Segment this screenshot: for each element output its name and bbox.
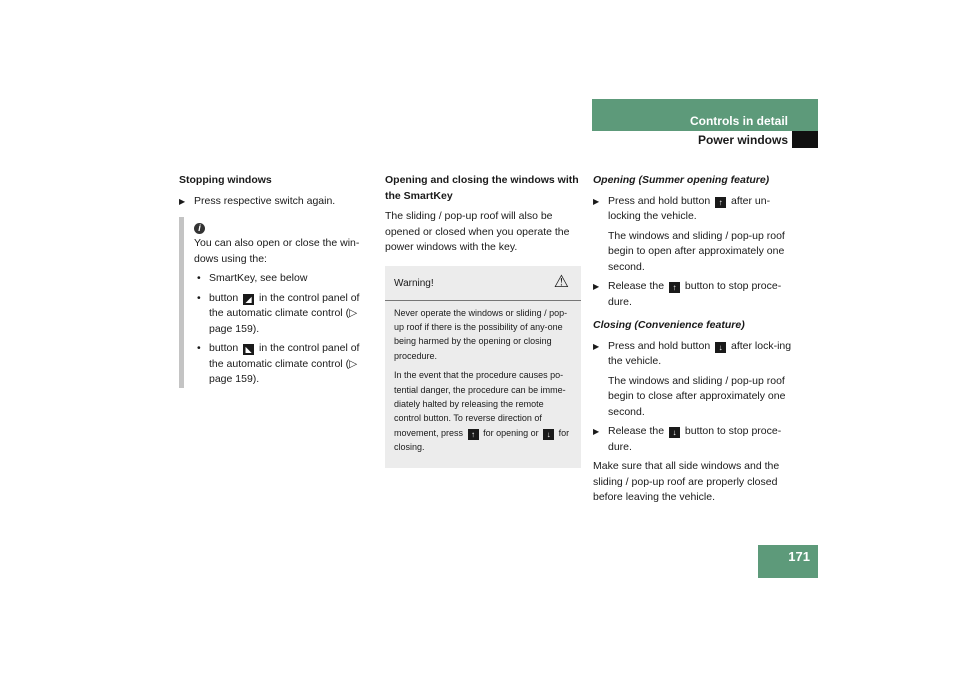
opening-heading: Opening (Summer opening feature) (593, 174, 770, 186)
section-header-bar (592, 99, 818, 131)
warning-triangle-icon: ⚠ (553, 271, 569, 291)
unlock-key-icon: ↑ (468, 429, 479, 440)
closing-step-1-detail: The windows and sliding / pop-up roof begin to close after approximately one second. (608, 374, 786, 418)
column-2 (385, 173, 581, 468)
info-box (179, 217, 375, 388)
info-bullet-smartkey: • SmartKey, see below (194, 271, 375, 287)
step-press-switch: ▶ Press respective switch again. (179, 194, 375, 210)
info-intro: You can also open or close the win-dows using the: (194, 237, 360, 265)
warning-box (385, 266, 581, 468)
climate-open-key-icon: ◢ (243, 294, 254, 305)
info-bullet-button-close: • button ◣ in the control panel of the automatic climate control (▷ page 159). (194, 341, 375, 388)
subsection-marker (792, 131, 818, 148)
unlock-key-icon: ↑ (715, 197, 726, 208)
warning-paragraph-1: Never operate the windows or sliding / pop-up roof if there is the possibility of any-one being harmed by the opening or closing procedure. (394, 307, 568, 361)
opening-step-2: ▶ Release the ↑ button to stop proce-dure. (593, 279, 793, 310)
page-reference: (▷ page 159). (209, 307, 358, 335)
closing-heading: Closing (Convenience feature) (593, 319, 745, 331)
lock-key-icon: ↓ (669, 427, 680, 438)
warning-title: Warning! (394, 277, 434, 289)
subsection-title: Power windows (697, 133, 788, 147)
closing-step-2: ▶ Release the ↓ button to stop proce-dure. (593, 424, 793, 455)
page-number: 171 (788, 549, 810, 564)
info-bullet-button-open: • button ◢ in the control panel of the automatic climate control (▷ page 159). (194, 291, 375, 338)
lock-key-icon: ↓ (715, 342, 726, 353)
info-icon: i (194, 223, 205, 234)
opening-step-1-detail: The windows and sliding / pop-up roof begin to open after approximately one second. (608, 229, 785, 273)
lock-key-icon: ↓ (543, 429, 554, 440)
page-reference: (▷ page 159). (209, 357, 358, 385)
stopping-windows-heading: Stopping windows (179, 174, 272, 186)
column-1 (179, 173, 375, 392)
smartkey-heading: Opening and closing the windows with the SmartKey (385, 174, 579, 202)
closing-step-1: ▶ Press and hold button ↓ after lock-ing the vehicle. (593, 339, 793, 370)
unlock-key-icon: ↑ (669, 282, 680, 293)
opening-step-1: ▶ Press and hold button ↑ after un-locking the vehicle. (593, 194, 793, 225)
warning-body (385, 301, 581, 468)
closing-advice: Make sure that all side windows and the sliding / pop-up roof are properly closed before leaving the vehicle. (593, 460, 780, 503)
smartkey-paragraph: The sliding / pop-up roof will also be opened or closed when you operate the power windows with the key. (385, 210, 570, 253)
warning-header (385, 266, 581, 301)
column-3 (593, 173, 793, 510)
page-number-box (758, 545, 818, 578)
section-title: Controls in detail (689, 114, 788, 128)
warning-paragraph-2: In the event that the procedure causes po-tential danger, the procedure can be imme-diately halted by releasing the remote control button. To reverse direction of movement, press ↑ for opening or ↓ for closing. (394, 370, 570, 453)
climate-close-key-icon: ◣ (243, 344, 254, 355)
